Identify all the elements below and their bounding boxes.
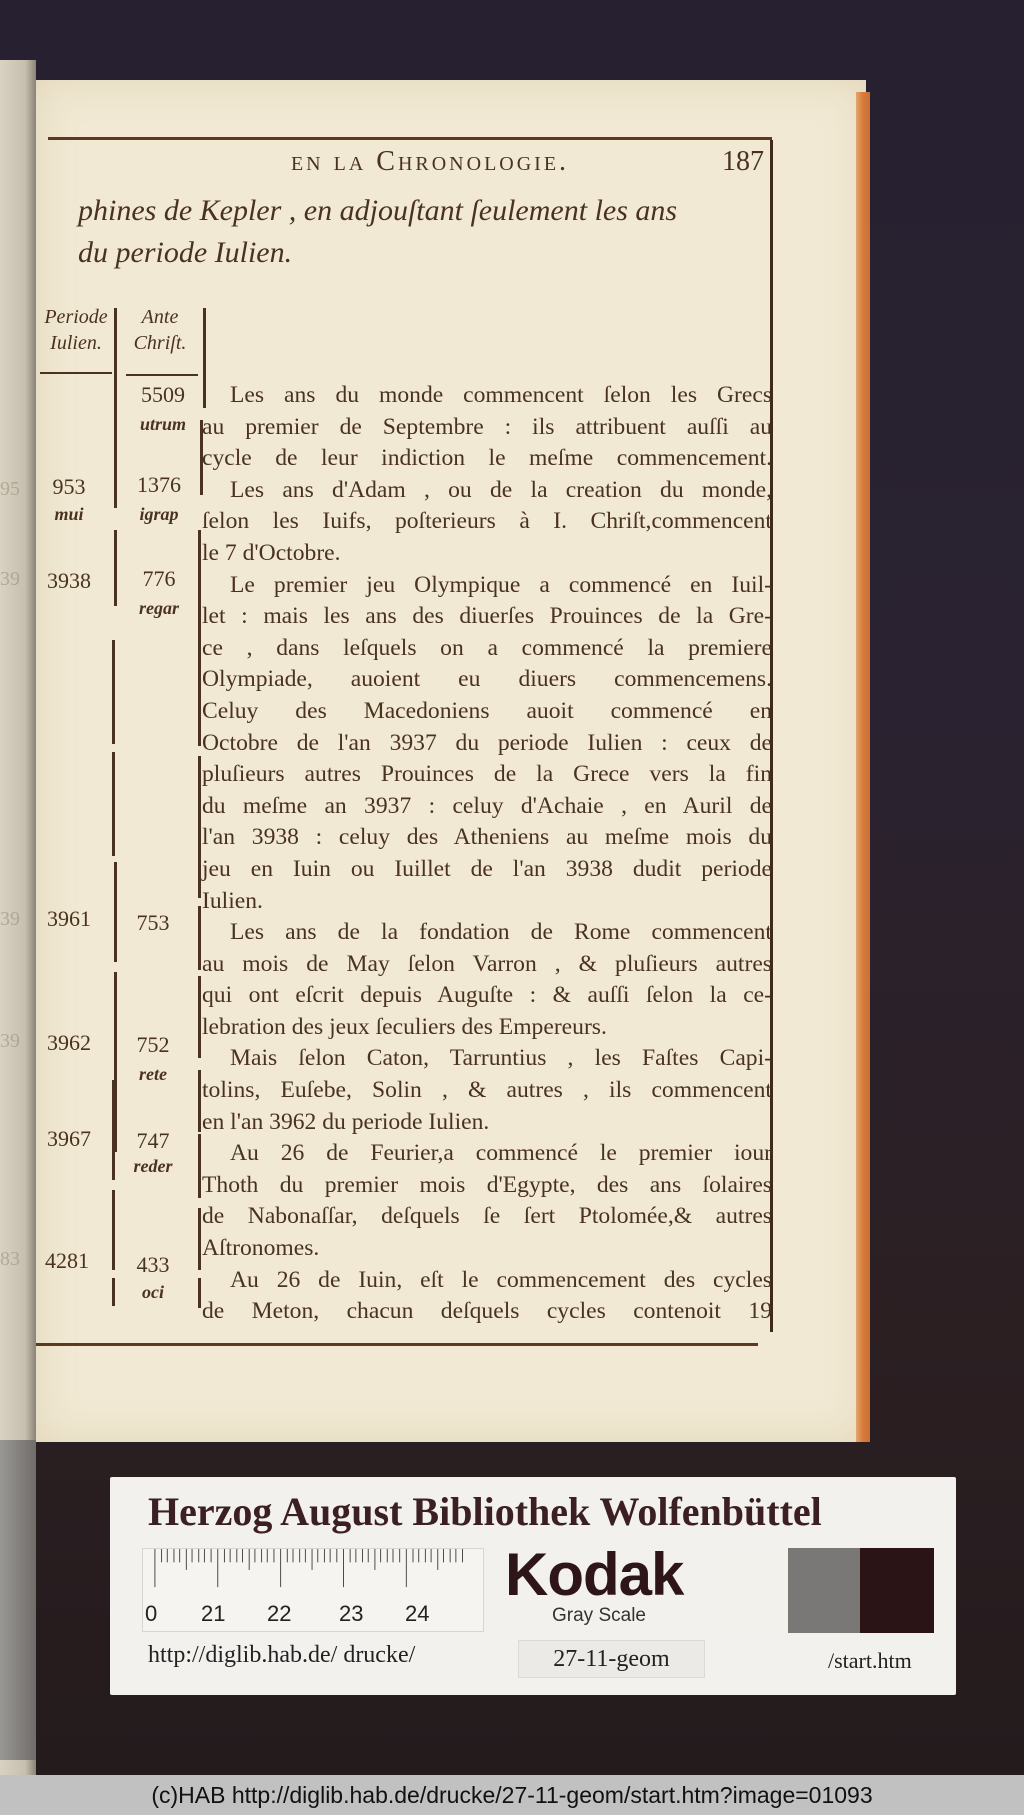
text-line: qui ont eſcrit depuis Auguſte : & auſſi ſelon la ce- [202, 982, 772, 1009]
book-spine-clip [0, 1440, 36, 1760]
column-divider [114, 862, 117, 962]
copyright-footer: (c)HAB http://diglib.hab.de/drucke/27-11-geom/start.htm?image=01093 [0, 1775, 1024, 1815]
text-line: Mais ſelon Caton, Tarruntius , les Faſtes Capi- [230, 1045, 772, 1072]
column-header-ante-christ [124, 304, 196, 356]
ruler-label: 24 [405, 1601, 430, 1626]
text-line: Iulien. [202, 887, 263, 914]
margin-tag: igrap [139, 504, 179, 524]
ante-christ-year: 5509 [141, 382, 185, 407]
text-line: pluſieurs autres Prouinces de la Grece vers la fin [202, 761, 772, 788]
header-line: Iulien. [50, 332, 102, 354]
kodak-logo: Kodak [505, 1541, 684, 1608]
text-line: au premier de Septembre : ils attribuent auſſi au [202, 413, 772, 440]
margin-tag: utrum [139, 414, 187, 434]
text-line: de Meton, chacun deſquels cycles contenoit 19 [202, 1298, 772, 1325]
text-line: du meſme an 3937 : celuy d'Achaie , en Auril de [202, 792, 772, 819]
periode-julien-year: 953 [52, 474, 86, 499]
black-swatch [860, 1548, 934, 1633]
periode-julien-year: 4281 [45, 1248, 89, 1273]
text-line: Au 26 de Feurier,a commencé le premier iour [230, 1140, 772, 1167]
header-line: Chriſt. [133, 332, 187, 354]
text-line: ſelon les Iuifs, poſterieurs à I. Chriſt,commencent [202, 508, 772, 535]
ruler-label: 21 [201, 1601, 226, 1626]
text-line: Les ans de la fondation de Rome commencent [230, 919, 772, 946]
gray-scale-label: Gray Scale [552, 1605, 646, 1626]
intro-text [78, 190, 778, 274]
margin-tag: oci [142, 1282, 164, 1302]
margin-tag: reder [133, 1156, 173, 1176]
start-page-path: /start.htm [828, 1648, 912, 1673]
column-divider [114, 530, 117, 606]
text-line: en l'an 3962 du periode Iulien. [202, 1108, 490, 1135]
periode-julien-year: 3961 [47, 906, 91, 931]
text-line: de Nabonaſſar, deſquels ſe ſert Ptolomée,& autres [202, 1203, 772, 1230]
text-line: Au 26 de Iuin, eſt le commencement des cycles [230, 1266, 772, 1293]
column-divider [112, 1080, 115, 1180]
column-divider [112, 1278, 115, 1306]
text-line: le 7 d'Octobre. [202, 539, 341, 566]
margin-tag: mui [54, 504, 84, 524]
text-line: lebration des jeux ſeculiers des Empereurs. [202, 1013, 607, 1040]
column-divider [198, 1134, 201, 1198]
periode-julien-year: 3962 [47, 1030, 91, 1055]
ante-christ-year: 433 [136, 1252, 170, 1277]
column-divider [112, 752, 115, 856]
header-line: Ante [141, 306, 179, 328]
column-divider [198, 1208, 201, 1270]
text-line: au mois de May ſelon Varron , & pluſieurs autres [202, 950, 772, 977]
text-line: ce , dans leſquels on a commencé la premiere [202, 634, 772, 661]
column-header-rule [126, 374, 198, 376]
ante-christ-year: 747 [136, 1128, 170, 1153]
ruler-label: 23 [339, 1601, 364, 1626]
body-text [202, 380, 772, 1328]
column-divider [198, 1278, 201, 1308]
text-line: let : mais les ans des diuerſes Prouinces de la Gre- [202, 603, 772, 630]
text-line: Octobre de l'an 3937 du periode Iulien : ceux de [202, 729, 772, 756]
white-swatch [716, 1548, 788, 1633]
text-line: Olympiade, auoient eu diuers commencemens. [202, 666, 772, 693]
periode-julien-year: 3967 [47, 1126, 91, 1151]
library-url: http://diglib.hab.de/ drucke/ [148, 1642, 416, 1668]
page-fore-edge [856, 92, 870, 1442]
gray-swatch [788, 1548, 860, 1633]
periode-julien-year: 3938 [47, 568, 91, 593]
text-line: tolins, Euſebe, Solin , & autres , ils commencent [202, 1077, 772, 1104]
column-divider [114, 308, 117, 508]
ruler-ticks-icon [143, 1549, 483, 1589]
column-divider [198, 1070, 201, 1132]
column-divider [198, 756, 201, 898]
text-line: jeu en Iuin ou Iuillet de l'an 3938 dudit periode [202, 855, 772, 882]
facing-page-bleed-number: 39 [0, 908, 20, 930]
page-number: 187 [722, 146, 764, 177]
column-divider [112, 640, 115, 744]
ruler-label: 0 [145, 1601, 158, 1626]
ante-christ-year: 752 [136, 1032, 170, 1057]
header-rule [48, 137, 772, 140]
text-line: Thoth du premier mois d'Egypte, des ans ſolaires [202, 1171, 772, 1198]
margin-tag: rete [139, 1064, 167, 1084]
ante-christ-year: 1376 [137, 472, 181, 497]
intro-line: phines de Kepler , en adjouſtant ſeulement les ans [78, 194, 678, 227]
text-line: l'an 3938 : celuy des Atheniens au meſme mois du [202, 824, 772, 851]
text-line: Celuy des Macedoniens auoit commencé en [202, 697, 772, 724]
column-header-periode-julien [38, 304, 114, 356]
library-name: Herzog August Bibliothek Wolfenbüttel [148, 1489, 822, 1534]
header-line: Periode [44, 306, 108, 328]
facing-page-bleed-number: 39 [0, 568, 20, 590]
ante-christ-year: 753 [136, 910, 170, 935]
column-divider [112, 1190, 115, 1270]
text-line: cycle de leur indiction le meſme commencement. [202, 445, 772, 472]
text-line: Le premier jeu Olympique a commencé en Iuil- [230, 571, 772, 598]
measurement-ruler [142, 1548, 484, 1632]
text-line: Les ans d'Adam , ou de la creation du monde, [230, 476, 772, 503]
ruler-label: 22 [267, 1601, 292, 1626]
running-head: en la Chronologie. [290, 146, 570, 177]
column-divider [198, 976, 201, 1058]
ante-christ-year: 776 [142, 566, 176, 591]
column-divider [198, 530, 201, 746]
facing-page-bleed-number: 39 [0, 1030, 20, 1052]
text-line: Les ans du monde commencent ſelon les Grecs [230, 382, 772, 408]
facing-page-bleed-number: 83 [0, 1248, 20, 1270]
intro-line: du periode Iulien. [78, 236, 293, 269]
facing-page-bleed-number: 95 [0, 478, 20, 500]
footer-rule [36, 1343, 758, 1346]
column-header-rule [40, 372, 112, 374]
text-line: Aſtronomes. [202, 1235, 320, 1262]
document-id: 27-11-geom [518, 1640, 705, 1678]
margin-tag: regar [139, 598, 179, 618]
column-divider [198, 906, 201, 970]
